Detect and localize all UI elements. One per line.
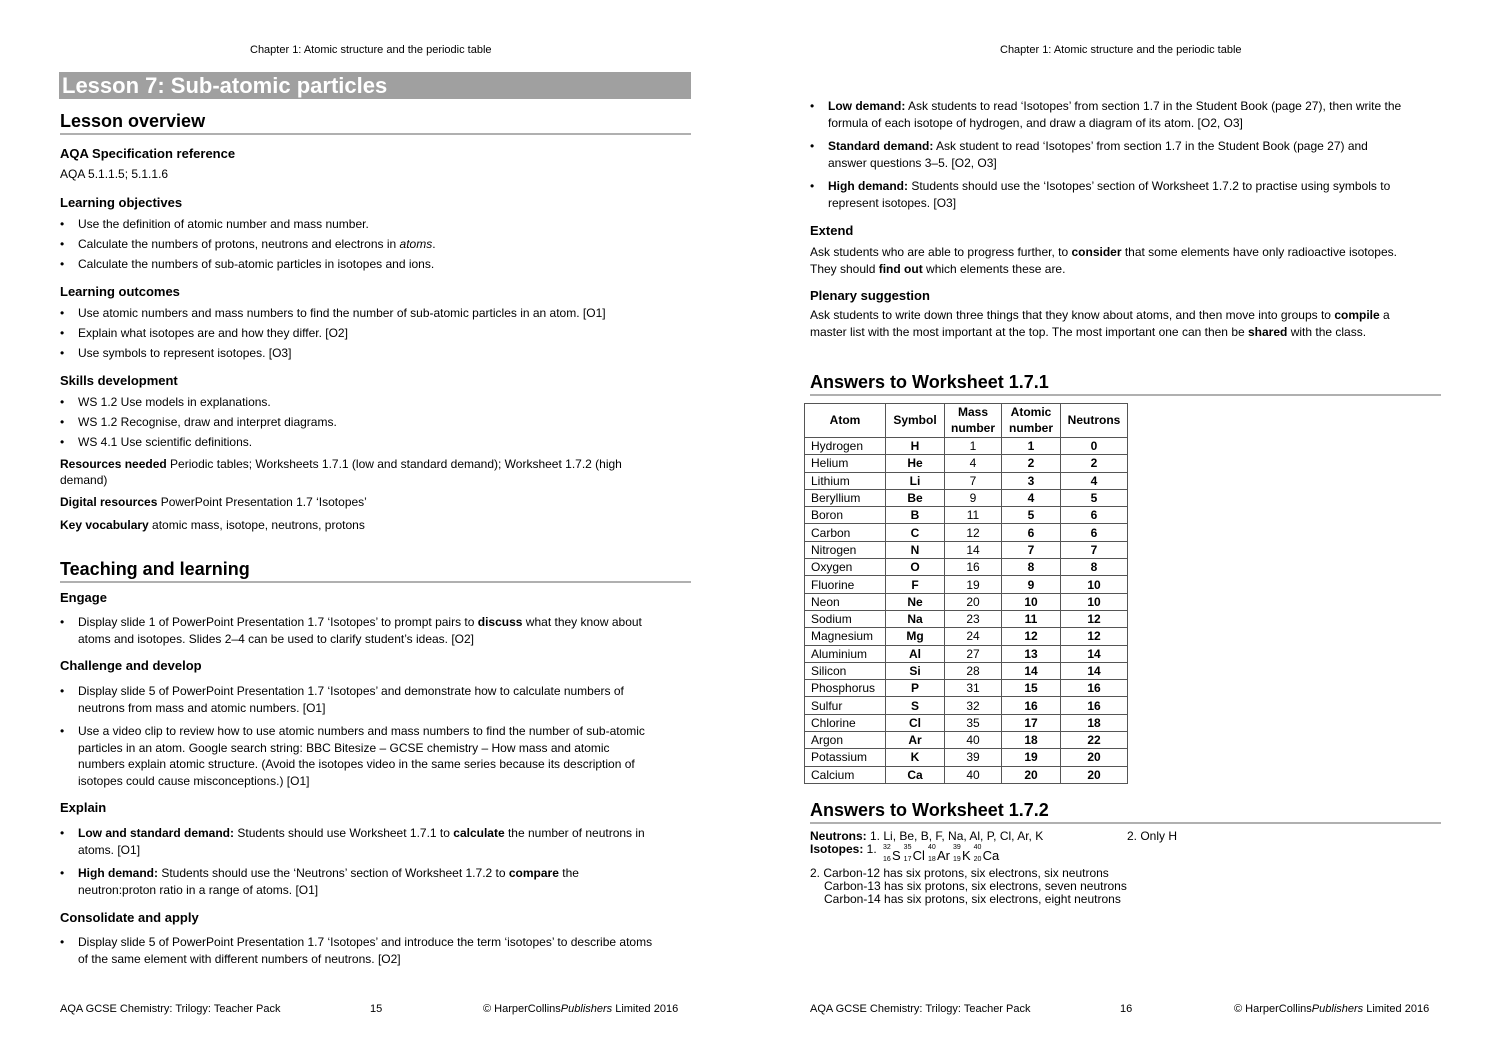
cell-symbol: Cl <box>886 714 945 731</box>
chapter-header: Chapter 1: Atomic structure and the periodic table <box>250 44 492 56</box>
cell-mass-number: 23 <box>945 610 1002 627</box>
cell-neutrons: 7 <box>1061 541 1128 558</box>
isotope-symbol <box>952 844 971 863</box>
cell-atom: Lithium <box>805 472 886 489</box>
cell-atomic-number: 19 <box>1002 749 1061 766</box>
cell-atom: Phosphorus <box>805 680 886 697</box>
cell-neutrons: 12 <box>1061 628 1128 645</box>
cell-neutrons: 6 <box>1061 507 1128 524</box>
cell-mass-number: 14 <box>945 541 1002 558</box>
objectives-heading: Learning objectives <box>60 195 183 210</box>
mass-number: 35 <box>903 844 912 851</box>
cell-atomic-number: 15 <box>1002 680 1061 697</box>
carbon-answers: 2. Carbon-12 has six protons, six electrons, six neutrons Carbon-13 has six protons, six electrons, seven neutrons Carbon-14 has six protons, six electrons, eight neutrons <box>810 866 1127 906</box>
table-row <box>805 472 1128 489</box>
cell-mass-number: 40 <box>945 766 1002 783</box>
cell-atomic-number: 8 <box>1002 559 1061 576</box>
table-row <box>805 507 1128 524</box>
cell-symbol: P <box>886 680 945 697</box>
cell-mass-number: 27 <box>945 645 1002 662</box>
cell-symbol: N <box>886 541 945 558</box>
cell-mass-number: 19 <box>945 576 1002 593</box>
atomic-number: 16 <box>883 856 891 863</box>
explain-heading: Explain <box>60 800 107 815</box>
header-neutrons: Neutrons <box>1061 404 1128 438</box>
header-atom: Atom <box>805 404 886 438</box>
header-mass-number: Mass number <box>945 404 1002 438</box>
cell-atom: Boron <box>805 507 886 524</box>
cell-symbol: Na <box>886 610 945 627</box>
element-symbol: Ca <box>982 848 1000 863</box>
cell-mass-number: 39 <box>945 749 1002 766</box>
table-row <box>805 680 1128 697</box>
cell-neutrons: 8 <box>1061 559 1128 576</box>
isotope-symbol <box>903 844 925 863</box>
cell-atomic-number: 4 <box>1002 489 1061 506</box>
table-row <box>805 697 1128 714</box>
cell-symbol: Ne <box>886 593 945 610</box>
table-row <box>805 438 1128 455</box>
element-symbol: K <box>961 848 971 863</box>
cell-atomic-number: 20 <box>1002 766 1061 783</box>
cell-atomic-number: 1 <box>1002 438 1061 455</box>
plenary-heading: Plenary suggestion <box>810 288 930 303</box>
cell-atomic-number: 9 <box>1002 576 1061 593</box>
spec-text: AQA 5.1.1.5; 5.1.1.6 <box>60 167 169 181</box>
lesson-overview-title: Lesson overview <box>60 111 691 135</box>
cell-symbol: O <box>886 559 945 576</box>
cell-mass-number: 1 <box>945 438 1002 455</box>
cell-mass-number: 20 <box>945 593 1002 610</box>
cell-neutrons: 4 <box>1061 472 1128 489</box>
cell-atomic-number: 7 <box>1002 541 1061 558</box>
footer-copyright: © HarperCollinsPublishers Limited 2016 <box>483 1003 679 1015</box>
table-row <box>805 489 1128 506</box>
cell-mass-number: 31 <box>945 680 1002 697</box>
cell-symbol: K <box>886 749 945 766</box>
cell-neutrons: 2 <box>1061 455 1128 472</box>
lesson-title: Lesson 7: Sub-atomic particles <box>59 72 691 99</box>
cell-symbol: S <box>886 697 945 714</box>
key-vocabulary: Key vocabulary atomic mass, isotope, neutrons, protons <box>60 518 365 532</box>
cell-atomic-number: 2 <box>1002 455 1061 472</box>
header-symbol: Symbol <box>886 404 945 438</box>
element-symbol: Ar <box>936 848 950 863</box>
cell-atomic-number: 12 <box>1002 628 1061 645</box>
footer-copyright: © HarperCollinsPublishers Limited 2016 <box>1234 1003 1430 1015</box>
cell-symbol: Ca <box>886 766 945 783</box>
neutrons-answer: Neutrons: 1. Li, Be, B, F, Na, Al, P, Cl, Ar, K <box>810 829 1044 843</box>
cell-symbol: C <box>886 524 945 541</box>
cell-mass-number: 12 <box>945 524 1002 541</box>
mass-number: 32 <box>883 844 891 851</box>
cell-symbol: He <box>886 455 945 472</box>
cell-neutrons: 6 <box>1061 524 1128 541</box>
cell-neutrons: 14 <box>1061 645 1128 662</box>
answers-1-title: Answers to Worksheet 1.7.1 <box>810 372 1441 396</box>
cell-mass-number: 24 <box>945 628 1002 645</box>
cell-symbol: Li <box>886 472 945 489</box>
cell-atom: Argon <box>805 732 886 749</box>
cell-atomic-number: 10 <box>1002 593 1061 610</box>
resources-line-2: demand) <box>60 473 108 487</box>
cell-symbol: H <box>886 438 945 455</box>
footer-title: AQA GCSE Chemistry: Trilogy: Teacher Pack <box>60 1003 281 1015</box>
cell-symbol: F <box>886 576 945 593</box>
header-atomic-number: Atomic number <box>1002 404 1061 438</box>
cell-symbol: B <box>886 507 945 524</box>
mass-number: 40 <box>973 844 982 851</box>
cell-atomic-number: 18 <box>1002 732 1061 749</box>
cell-atomic-number: 11 <box>1002 610 1061 627</box>
table-row <box>805 576 1128 593</box>
cell-mass-number: 28 <box>945 662 1002 679</box>
table-row <box>805 732 1128 749</box>
atomic-number: 18 <box>927 856 936 863</box>
table-row <box>805 541 1128 558</box>
cell-atom: Sodium <box>805 610 886 627</box>
cell-atom: Oxygen <box>805 559 886 576</box>
mass-number: 40 <box>927 844 936 851</box>
page-number: 15 <box>370 1003 383 1015</box>
cell-atom: Nitrogen <box>805 541 886 558</box>
atomic-number: 19 <box>952 856 961 863</box>
isotopes-answer: Isotopes: 1. <box>810 842 877 856</box>
cell-mass-number: 32 <box>945 697 1002 714</box>
table-row <box>805 610 1128 627</box>
cell-mass-number: 35 <box>945 714 1002 731</box>
digital-resources: Digital resources PowerPoint Presentation 1.7 ‘Isotopes’ <box>60 495 367 509</box>
table-header-row <box>805 404 1128 438</box>
cell-atomic-number: 5 <box>1002 507 1061 524</box>
cell-atom: Potassium <box>805 749 886 766</box>
cell-atom: Hydrogen <box>805 438 886 455</box>
cell-mass-number: 11 <box>945 507 1002 524</box>
outcomes-heading: Learning outcomes <box>60 284 180 299</box>
cell-mass-number: 9 <box>945 489 1002 506</box>
cell-atom: Neon <box>805 593 886 610</box>
skills-heading: Skills development <box>60 373 178 388</box>
cell-atom: Magnesium <box>805 628 886 645</box>
cell-atom: Helium <box>805 455 886 472</box>
extend-text: Ask students who are able to progress further, to consider that some elements have only radioactive isotopes. They should find out which elements these are. <box>810 245 1397 276</box>
cell-neutrons: 20 <box>1061 749 1128 766</box>
table-row <box>805 559 1128 576</box>
challenge-heading: Challenge and develop <box>60 658 202 673</box>
cell-atom: Fluorine <box>805 576 886 593</box>
cell-atom: Sulfur <box>805 697 886 714</box>
chapter-header: Chapter 1: Atomic structure and the periodic table <box>1000 44 1242 56</box>
cell-symbol: Si <box>886 662 945 679</box>
cell-mass-number: 7 <box>945 472 1002 489</box>
isotope-symbol <box>883 844 901 863</box>
neutrons-answer-2: 2. Only H <box>1127 829 1178 843</box>
cell-atomic-number: 16 <box>1002 697 1061 714</box>
cell-atom: Chlorine <box>805 714 886 731</box>
table-row <box>805 714 1128 731</box>
cell-atom: Aluminium <box>805 645 886 662</box>
consolidate-heading: Consolidate and apply <box>60 910 199 925</box>
right-page: Chapter 1: Atomic structure and the periodic table • Low demand: Ask students to read ‘Isotopes’ from section 1.7 in the Student Book (page 27), then write the formula of each isotope of hydrogen, and draw a diagram of its atom. [O2, O3] • Standard demand: Ask student to read ‘Isotopes’ from section 1.7 in the Student Book (page 27) and answer questions 3–5. [O2, O3] • High demand: Students should use the ‘Isotopes’ section of Worksheet 1.7.2 to practise using symbols to represent isotopes. [O3] Extend Ask students who are able to progress further, to consider that some elements have only radioactive isotopes. They should find out which elements these are. Plenary suggestion Ask students to write down three things that they know about atoms, and then move into groups to compile a master list with the most important at the top. The most important one can then be shared with the class. Answers to Worksheet 1.7.1 Atom Symbol Mass number Atomic number Neutrons Hydrogen H 1 1 0 Helium He 4 2 2 Lithium Li 7 3 4 Beryllium Be 9 4 5 Boron B 11 5 6 Carbon C 12 6 6 Nitrogen N 14 7 7 Oxygen O 16 8 8 Fluorine F 19 9 10 Neon Ne 20 10 10 Sodium Na 23 11 12 Magnesium Mg 24 12 12 Aluminium Al 27 13 14 Silicon Si 28 14 14 Phosphorus P 31 15 16 Sulfur S 32 16 16 Chlorine Cl 35 17 18 Argon Ar 40 18 22 Potassium K 39 19 20 Calcium Ca 40 20 20 Answers to Worksheet 1.7.2 Neutrons: 1. Li, Be, B, F, Na, Al, P, Cl, Ar, K 2. Only H Isotopes: 1. 32 16 S 35 17 Cl 40 18 Ar 39 19 K 40 20 Ca 2. Carbon-12 has six protons, six electrons, six neutrons Carbon-13 has six protons, six electrons, seven neutrons Carbon-14 has six protons, six electrons, eight neutrons AQA GCSE Chemistry: Trilogy: Teacher Pack 16 © HarperCollinsPublishers Limited 2016 <box>750 0 1500 1061</box>
resources-line: Resources needed Periodic tables; Worksheets 1.7.1 (low and standard demand); Worksheet 1.7.2 (high <box>60 457 622 471</box>
left-page: Chapter 1: Atomic structure and the periodic table Lesson 7: Sub-atomic particles Lesson overview AQA Specification reference AQA 5.1.1.5; 5.1.1.6 Learning objectives • Use the definition of atomic number and mass number. • Calculate the numbers of protons, neutrons and electrons in atoms. • Calculate the numbers of sub-atomic particles in isotopes and ions. Learning outcomes • Use atomic numbers and mass numbers to find the number of sub-atomic particles in an atom. [O1] • Explain what isotopes are and how they differ. [O2] • Use symbols to represent isotopes. [O3] Skills development • WS 1.2 Use models in explanations. • WS 1.2 Recognise, draw and interpret diagrams. • WS 4.1 Use scientific definitions. Resources needed Periodic tables; Worksheets 1.7.1 (low and standard demand); Worksheet 1.7.2 (high demand) Digital resources PowerPoint Presentation 1.7 ‘Isotopes’ Key vocabulary atomic mass, isotope, neutrons, protons Teaching and learning Engage • Display slide 1 of PowerPoint Presentation 1.7 ‘Isotopes’ to prompt pairs to discuss what they know about atoms and isotopes. Slides 2–4 can be used to clarify student’s ideas. [O2] Challenge and develop • Display slide 5 of PowerPoint Presentation 1.7 ‘Isotopes’ and demonstrate how to calculate numbers of neutrons from mass and atomic numbers. [O1] • Use a video clip to review how to use atomic numbers and mass numbers to find the number of sub-atomic particles in an atom. Google search string: BBC Bitesize – GCSE chemistry – How mass and atomic numbers explain atomic structure. (Avoid the isotopes video in the same series because its description of isotopes could cause misconceptions.) [O1] Explain • Low and standard demand: Students should use Worksheet 1.7.1 to calculate the number of neutrons in atoms. [O1] • High demand: Students should use the ‘Neutrons’ section of Worksheet 1.7.2 to compare the neutron:proton ratio in a range of atoms. [O1] Consolidate and apply • Display slide 5 of PowerPoint Presentation 1.7 ‘Isotopes’ and introduce the term ‘isotopes’ to describe atoms of the same element with different numbers of neutrons. [O2] AQA GCSE Chemistry: Trilogy: Teacher Pack 15 © HarperCollinsPublishers Limited 2016 <box>0 0 750 1061</box>
cell-atom: Silicon <box>805 662 886 679</box>
cell-symbol: Ar <box>886 732 945 749</box>
cell-neutrons: 18 <box>1061 714 1128 731</box>
isotope-symbols <box>883 844 1002 863</box>
cell-atomic-number: 6 <box>1002 524 1061 541</box>
table-row <box>805 662 1128 679</box>
extend-heading: Extend <box>810 223 854 238</box>
cell-mass-number: 16 <box>945 559 1002 576</box>
cell-neutrons: 22 <box>1061 732 1128 749</box>
isotope-symbol <box>973 844 1000 863</box>
isotope-symbol <box>927 844 950 863</box>
mass-number: 39 <box>952 844 961 851</box>
cell-atomic-number: 17 <box>1002 714 1061 731</box>
cell-neutrons: 10 <box>1061 576 1128 593</box>
cell-neutrons: 20 <box>1061 766 1128 783</box>
cell-symbol: Mg <box>886 628 945 645</box>
cell-atomic-number: 3 <box>1002 472 1061 489</box>
table-row <box>805 645 1128 662</box>
element-symbol: S <box>892 848 901 863</box>
cell-neutrons: 5 <box>1061 489 1128 506</box>
engage-heading: Engage <box>60 590 107 605</box>
cell-symbol: Al <box>886 645 945 662</box>
footer-title: AQA GCSE Chemistry: Trilogy: Teacher Pack <box>810 1003 1031 1015</box>
cell-atom: Beryllium <box>805 489 886 506</box>
teaching-title: Teaching and learning <box>60 559 691 583</box>
spec-heading: AQA Specification reference <box>60 146 236 161</box>
cell-neutrons: 12 <box>1061 610 1128 627</box>
cell-mass-number: 40 <box>945 732 1002 749</box>
cell-atom: Calcium <box>805 766 886 783</box>
cell-neutrons: 16 <box>1061 697 1128 714</box>
answers-table <box>804 403 1128 784</box>
cell-symbol: Be <box>886 489 945 506</box>
cell-atomic-number: 14 <box>1002 662 1061 679</box>
table-row <box>805 749 1128 766</box>
table-row <box>805 524 1128 541</box>
element-symbol: Cl <box>912 848 925 863</box>
atomic-number: 20 <box>973 856 982 863</box>
table-row <box>805 766 1128 783</box>
cell-neutrons: 10 <box>1061 593 1128 610</box>
cell-neutrons: 16 <box>1061 680 1128 697</box>
cell-neutrons: 14 <box>1061 662 1128 679</box>
cell-neutrons: 0 <box>1061 438 1128 455</box>
atomic-number: 17 <box>903 856 912 863</box>
table-row <box>805 628 1128 645</box>
answers-2-title: Answers to Worksheet 1.7.2 <box>810 800 1441 824</box>
cell-mass-number: 4 <box>945 455 1002 472</box>
cell-atomic-number: 13 <box>1002 645 1061 662</box>
plenary-text: Ask students to write down three things that they know about atoms, and then move into groups to compile a master list with the most important at the top. The most important one can then be shared with the class. <box>810 308 1390 339</box>
table-row <box>805 455 1128 472</box>
cell-atom: Carbon <box>805 524 886 541</box>
table-row <box>805 593 1128 610</box>
page-number: 16 <box>1120 1003 1133 1015</box>
